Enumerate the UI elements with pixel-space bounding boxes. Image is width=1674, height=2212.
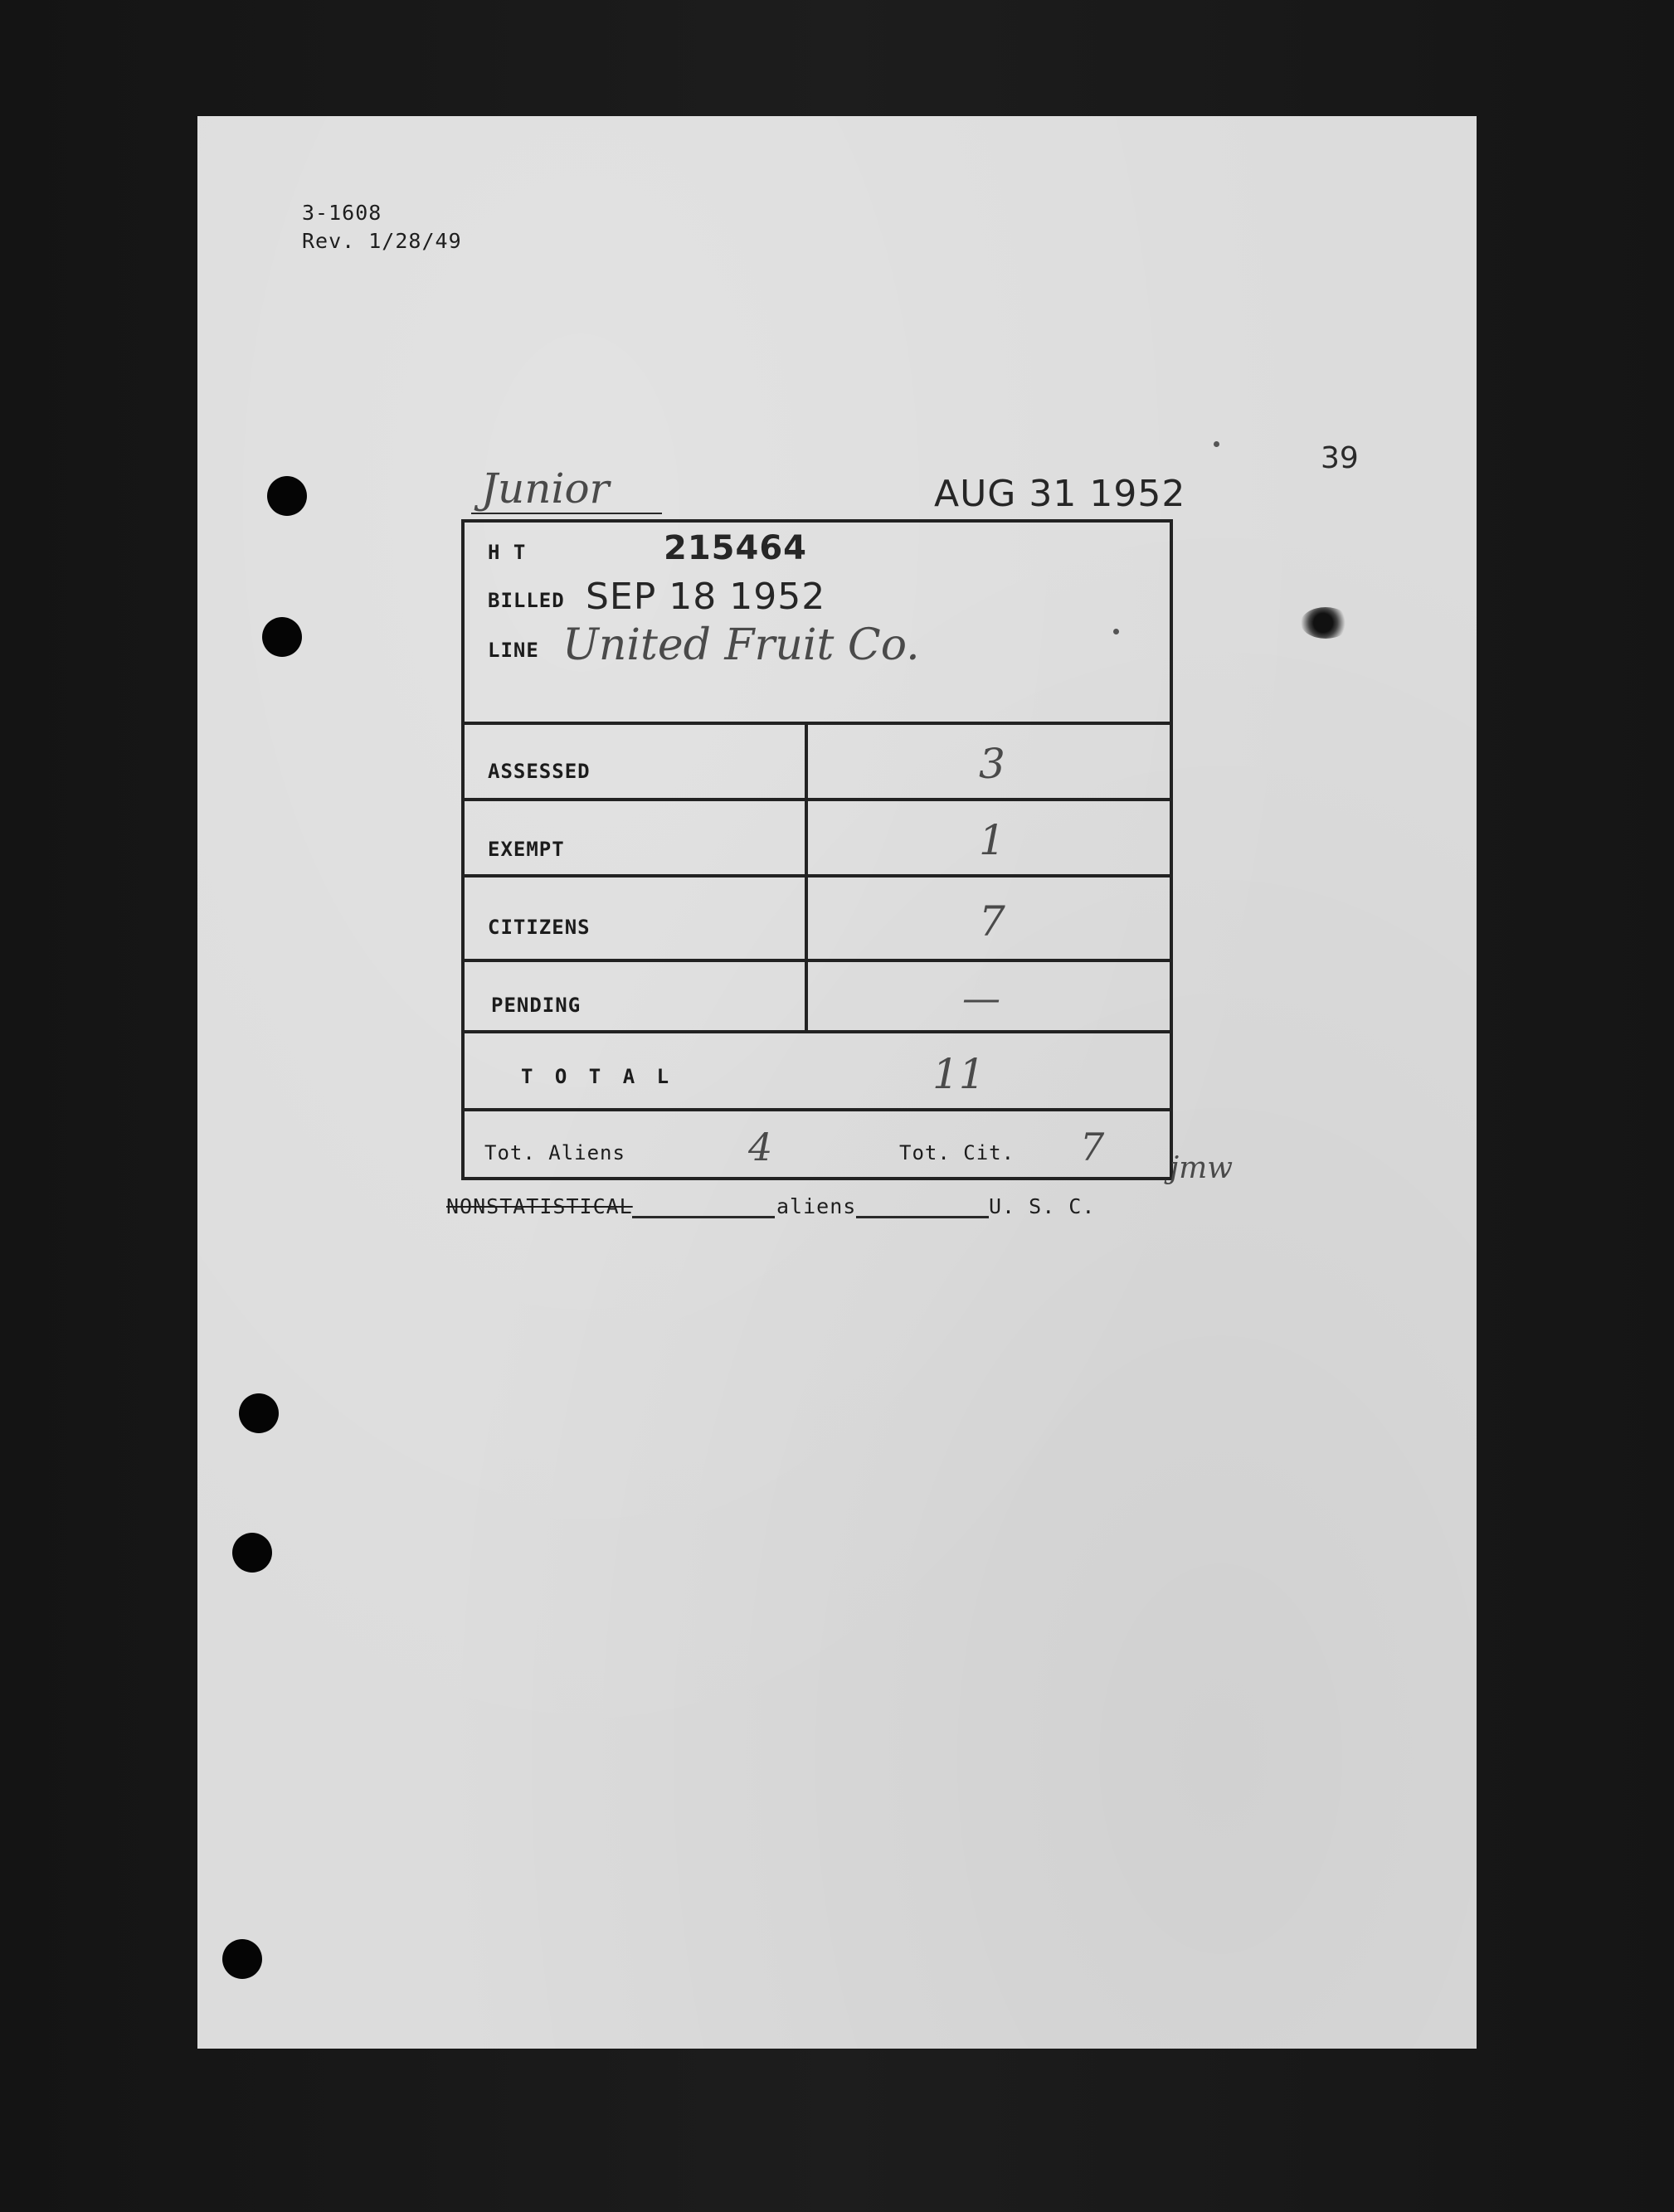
pending-value: — bbox=[962, 975, 1000, 1020]
aliens-label: aliens bbox=[776, 1194, 857, 1218]
page-number: 39 bbox=[1321, 441, 1359, 475]
assessed-value: 3 bbox=[979, 740, 1005, 788]
aliens-blank bbox=[856, 1216, 989, 1218]
form-number: 3-1608 bbox=[302, 201, 382, 225]
assessed-label: ASSESSED bbox=[488, 760, 591, 783]
tot-aliens-value: 4 bbox=[748, 1125, 773, 1169]
manifest-form-box bbox=[461, 519, 1173, 1180]
line-company: United Fruit Co. bbox=[562, 620, 920, 670]
clerk-initials: jmw bbox=[1170, 1151, 1234, 1185]
usc-label: U. S. C. bbox=[989, 1194, 1096, 1218]
ht-number: 215464 bbox=[664, 529, 807, 567]
rule bbox=[465, 798, 1170, 801]
tot-cit-value: 7 bbox=[1080, 1125, 1105, 1169]
punch-hole bbox=[262, 617, 302, 657]
column-divider bbox=[805, 722, 808, 1030]
vessel-underline bbox=[471, 513, 662, 514]
rule bbox=[465, 959, 1170, 962]
ht-label: H T bbox=[488, 541, 527, 564]
rule bbox=[465, 722, 1170, 725]
punch-hole bbox=[232, 1533, 272, 1573]
ink-smudge bbox=[1301, 607, 1350, 639]
nonstatistical-blank bbox=[632, 1216, 775, 1218]
rule bbox=[465, 874, 1170, 878]
total-value: 11 bbox=[932, 1050, 985, 1098]
citizens-label: CITIZENS bbox=[488, 916, 591, 939]
punch-hole bbox=[239, 1393, 279, 1433]
speck bbox=[1214, 441, 1219, 447]
billed-date-stamp: SEP 18 1952 bbox=[586, 576, 826, 618]
punch-hole bbox=[267, 476, 307, 516]
nonstatistical-label: NONSTATISTICAL bbox=[446, 1194, 633, 1218]
citizens-value: 7 bbox=[979, 897, 1005, 946]
exempt-value: 1 bbox=[979, 816, 1005, 864]
tot-cit-label: Tot. Cit. bbox=[899, 1141, 1015, 1164]
revision-date: Rev. 1/28/49 bbox=[302, 229, 462, 253]
rule bbox=[465, 1030, 1170, 1033]
pending-label: PENDING bbox=[491, 994, 582, 1017]
rule bbox=[465, 1108, 1170, 1111]
billed-label: BILLED bbox=[488, 589, 565, 612]
total-label: T O T A L bbox=[521, 1065, 674, 1088]
arrival-date-stamp: AUG 31 1952 bbox=[934, 473, 1186, 515]
punch-hole bbox=[222, 1939, 262, 1979]
line-label: LINE bbox=[488, 639, 539, 662]
exempt-label: EXEMPT bbox=[488, 838, 565, 861]
tot-aliens-label: Tot. Aliens bbox=[484, 1141, 625, 1164]
vessel-name: Junior bbox=[481, 464, 610, 513]
